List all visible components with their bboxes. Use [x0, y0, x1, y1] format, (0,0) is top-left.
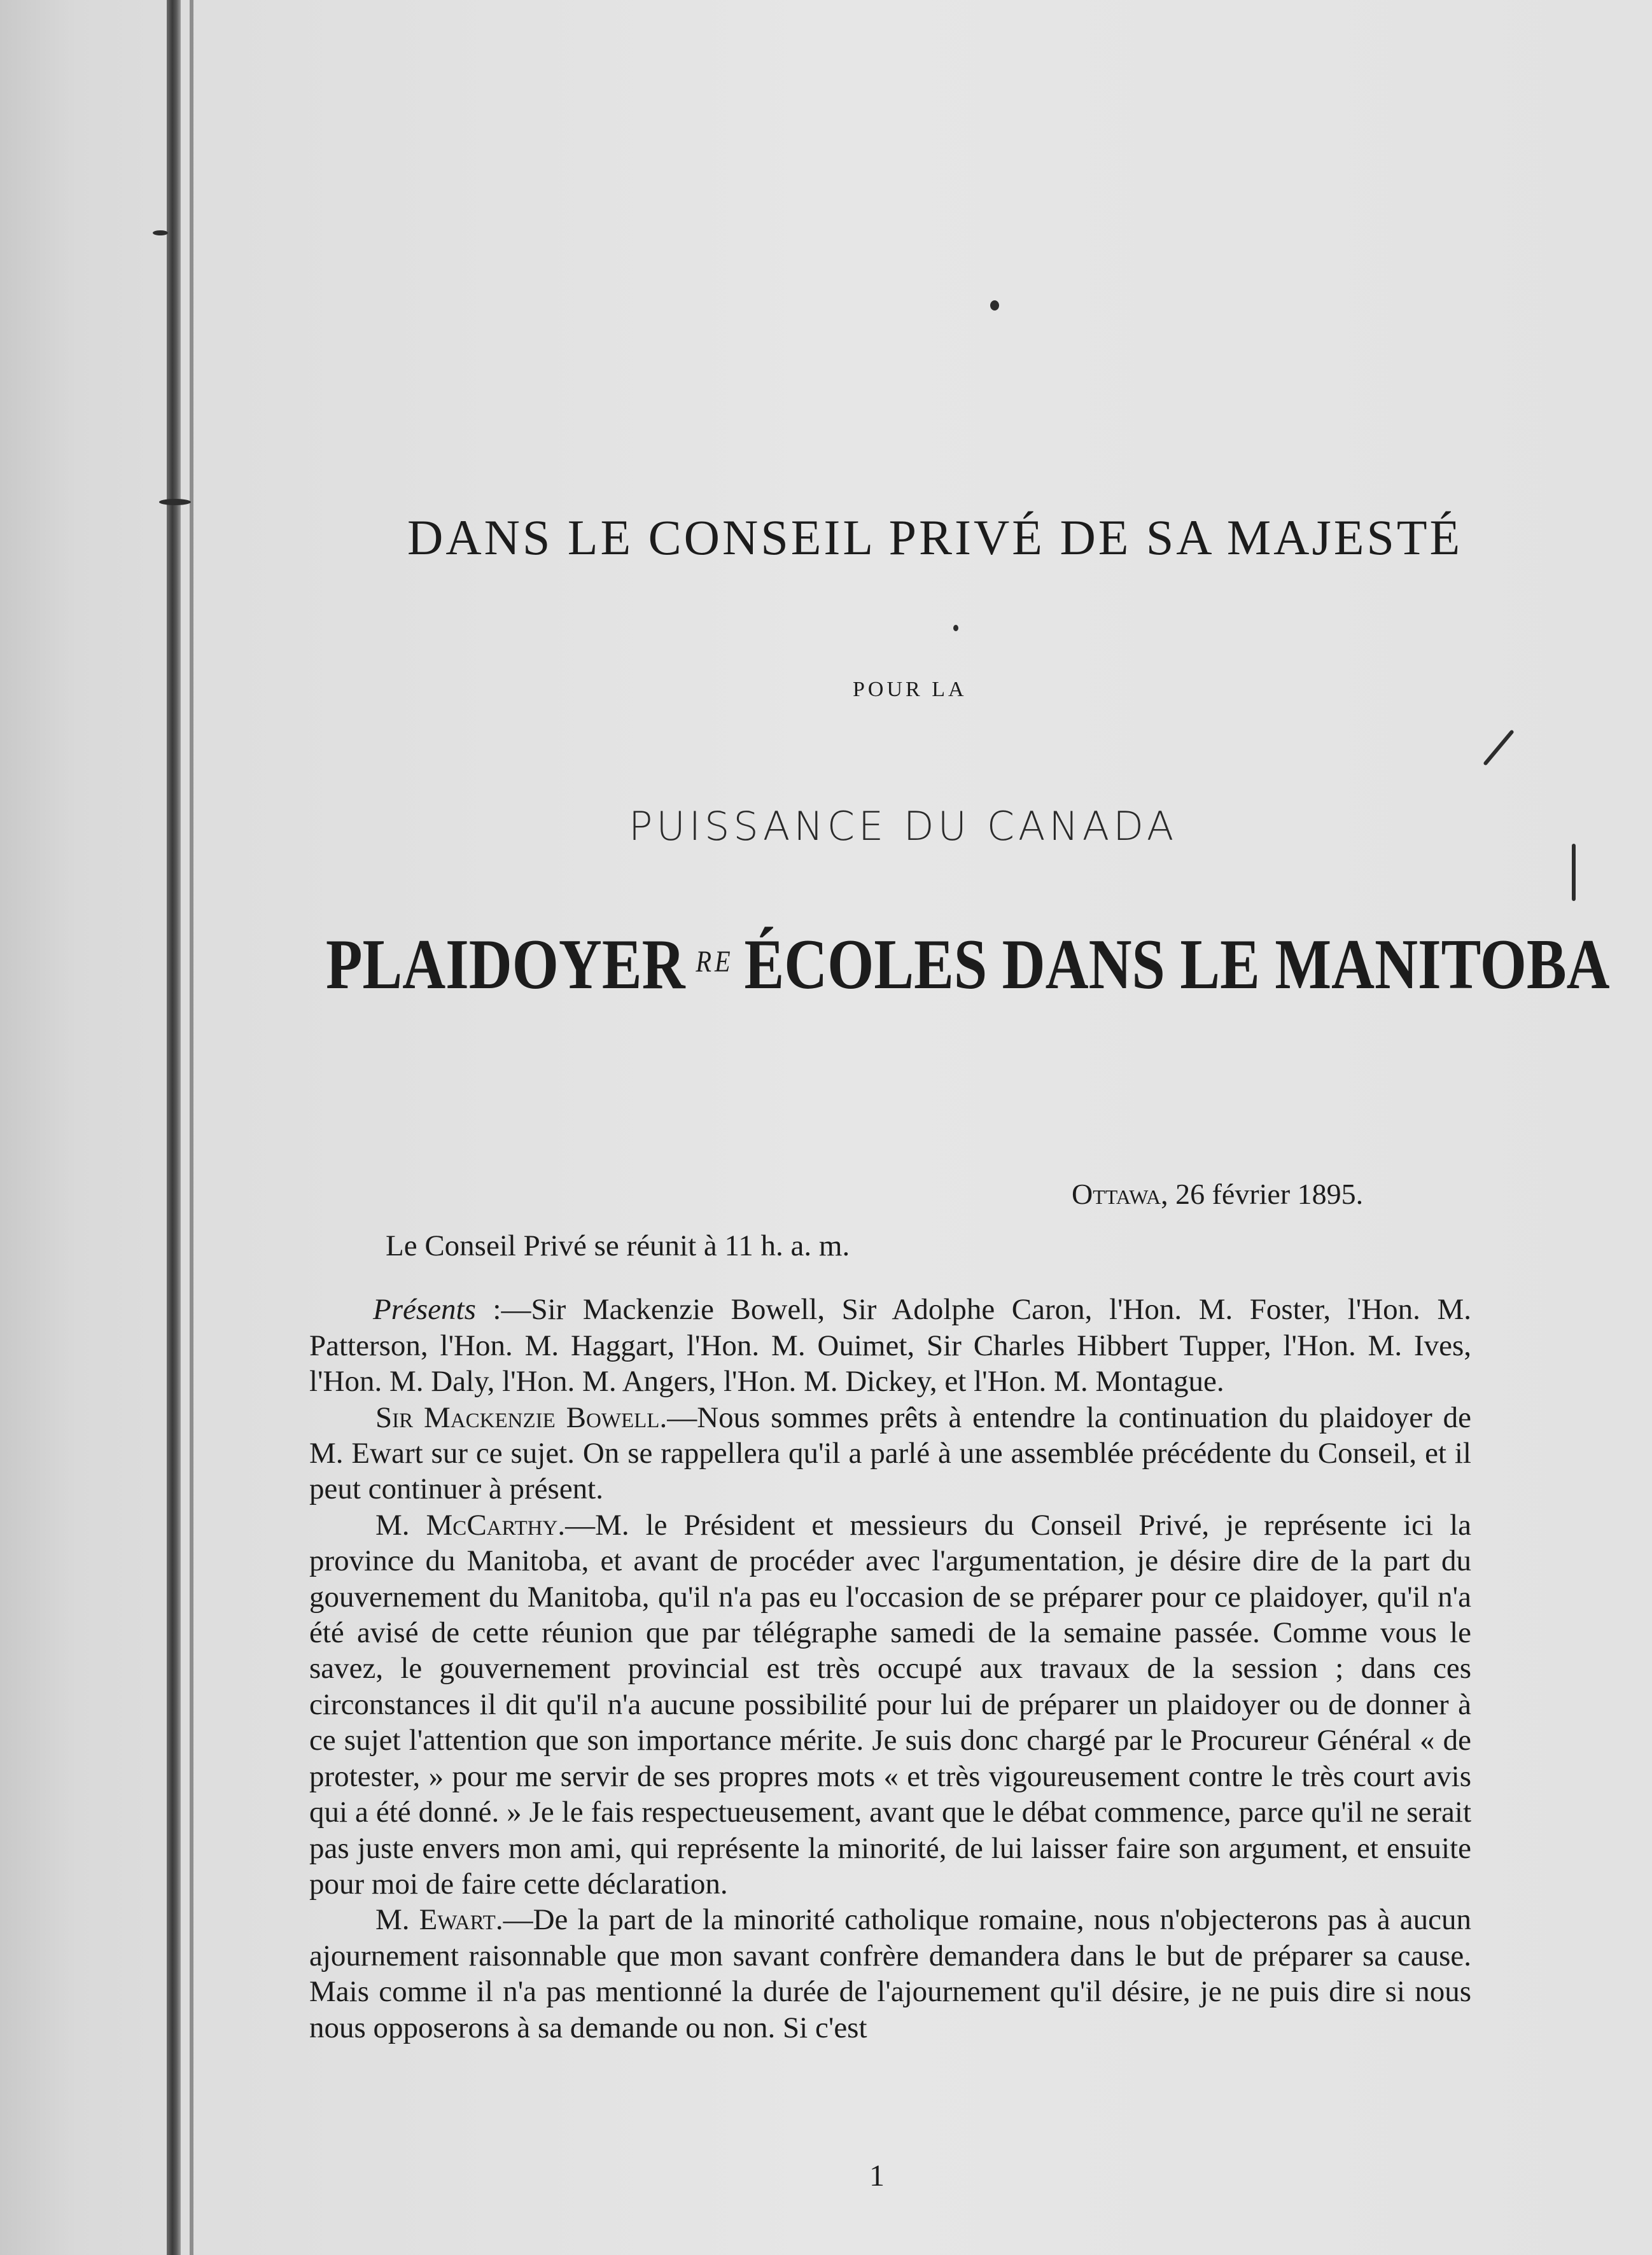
scan-speck — [953, 625, 958, 631]
dateline-place: Ottawa — [1072, 1178, 1161, 1210]
court-heading: DANS LE CONSEIL PRIVÉ DE SA MAJESTÉ — [407, 510, 1463, 565]
bowell-text: .—Nous sommes prêts à entendre la continuation du plaidoyer de M. Ewart sur ce sujet. On se rappellera qu'il a parlé à une assemblée précédente du Conseil, et il peut continuer à présent. — [309, 1400, 1472, 1506]
bowell-paragraph — [309, 1400, 1471, 1507]
presents-text: :—Sir Mackenzie Bowell, Sir Adolphe Caron, l'Hon. M. Foster, l'Hon. M. Patterson, l'Hon. M. Haggart, l'Hon. M. Ouimet, Sir Charles Hibbert Tupper, l'Hon. M. Ives, l'Hon. M. Daly, l'Hon. M. Angers, l'Hon. M. Dickey, et l'Hon. M. Montague. — [309, 1293, 1471, 1399]
scan-speck — [153, 230, 168, 235]
binding-gutter-edge — [190, 0, 193, 2255]
opening-paragraph: Le Conseil Privé se réunit à 11 h. a. m. — [386, 1229, 850, 1262]
mccarthy-speaker: M. McCarthy — [375, 1508, 558, 1542]
mccarthy-text: .—M. le Président et messieurs du Conseil Privé, je représente ici la province du Manitoba, et avant de procéder avec l'argumentation, je désire dire de la part du gouvernement du Manitoba, qu'il n'a pas eu l'occasion de se préparer pour ce plaidoyer, qu'il n'a été avisé de cette réunion que par télégraphe samedi de la semaine passée. Comme vous le savez, le gouvernement provincial est très occupé aux travaux de la session ; dans ces circonstances il dit qu'il n'a aucune possibilité pour lui de préparer un plaidoyer ou de donner à ce sujet l'attention que son importance mérite. Je suis donc chargé par le Procureur Général « de protester, » pour me servir de ses propres mots « et très vigoureusement contre le très court avis qui a été donné. » Je le fais respectueusement, avant que le débat commence, parce qu'il ne serait pas juste envers mon ami, qui représente la minorité, de lui laisser faire son argument, et ensuite pour moi de faire cette déclaration. — [309, 1508, 1471, 1901]
binding-gutter — [167, 0, 181, 2255]
scan-speck — [1572, 844, 1576, 901]
title-part-2: ÉCOLES DANS LE MANITOBA — [744, 925, 1610, 1004]
jurisdiction-heading: PUISSANCE DU CANADA — [629, 803, 1178, 849]
scan-speck — [159, 499, 191, 505]
heading-connector: POUR LA — [853, 678, 967, 701]
ewart-speaker: M. Ewart — [375, 1903, 496, 1937]
dateline-date: , 26 février 1895. — [1161, 1178, 1364, 1210]
title-part-1: PLAIDOYER — [326, 925, 685, 1004]
ewart-paragraph — [309, 1902, 1471, 2046]
presents-label: Présents — [373, 1293, 476, 1327]
body-text — [309, 1228, 1471, 2046]
bowell-speaker: Sir Mackenzie Bowell — [375, 1400, 660, 1434]
page-number: 1 — [869, 2159, 885, 2193]
dateline — [1072, 1177, 1363, 1211]
document-title — [326, 924, 1610, 1006]
title-re: RE — [696, 945, 734, 979]
scan-speck — [990, 300, 999, 311]
mccarthy-paragraph — [309, 1507, 1471, 1902]
ewart-text: .—De la part de la minorité catholique romaine, nous n'objecterons pas à aucun ajournement raisonnable que mon savant confrère demandera dans le but de préparer sa cause. Mais comme il n'a pas mentionné la durée de l'ajournement qu'il désire, je ne puis dire si nous nous opposerons à sa demande ou non. Si c'est — [309, 1903, 1471, 2044]
presents-paragraph — [309, 1292, 1471, 1399]
